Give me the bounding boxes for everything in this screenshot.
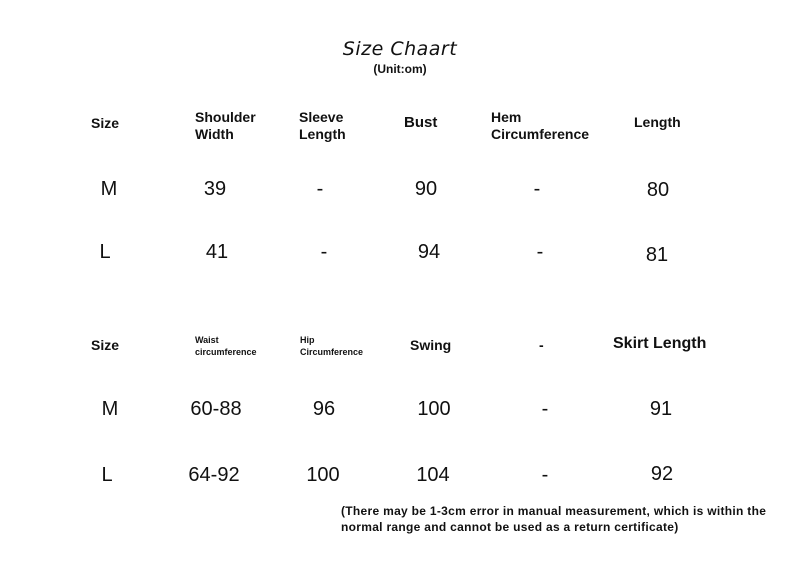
t2-header-blank: - — [539, 337, 544, 353]
t2-header-size: Size — [91, 337, 120, 353]
measurement-note: (There may be 1-3cm error in manual measurement, which is within the normal range and cannot be used as a return certificate) — [341, 504, 767, 534]
t2-header-swing: Swing — [410, 337, 452, 353]
t1-row-l-shoulder: 41 — [205, 241, 229, 263]
t2-row-l-waist: 64-92 — [188, 464, 240, 486]
t2-row-m-hip: 96 — [312, 398, 336, 420]
t1-row-l-length: 81 — [645, 244, 669, 266]
t2-row-l-skirt-length: 92 — [650, 463, 674, 485]
t2-row-m-skirt-length: 91 — [649, 398, 673, 420]
t1-row-m-hem: - — [533, 178, 541, 200]
t2-row-l-hip: 100 — [306, 464, 340, 486]
t1-row-m-bust: 90 — [414, 178, 438, 200]
t1-row-l-bust: 94 — [417, 241, 441, 263]
t2-row-l-blank: - — [541, 464, 549, 486]
unit-subtitle: (Unit:om) — [373, 62, 427, 76]
t1-header-hem-circumference: Hem Circumference — [491, 109, 590, 142]
t2-row-m-blank: - — [541, 398, 549, 420]
t1-row-l-hem: - — [536, 241, 544, 263]
t2-header-waist-circumference: Waist circumference — [195, 335, 257, 357]
t1-row-l-sleeve: - — [320, 241, 328, 263]
t1-header-size: Size — [91, 115, 120, 131]
t1-header-bust: Bust — [404, 114, 438, 131]
t1-row-l-size: L — [99, 241, 111, 263]
t1-row-m-length: 80 — [646, 179, 670, 201]
t1-row-m-sleeve: - — [316, 178, 324, 200]
t1-row-m-size: M — [100, 178, 118, 200]
chart-title: Size Chaart — [342, 38, 458, 60]
t2-header-hip-circumference: Hip Circumference — [300, 335, 364, 357]
t2-row-l-swing: 104 — [416, 464, 450, 486]
t2-row-l-size: L — [101, 464, 113, 486]
t1-header-sleeve-length: Sleeve Length — [299, 109, 346, 142]
t1-header-length: Length — [634, 114, 681, 130]
t2-header-skirt-length: Skirt Length — [613, 335, 707, 352]
t1-row-m-shoulder: 39 — [203, 178, 227, 200]
t2-row-m-waist: 60-88 — [190, 398, 242, 420]
t2-row-m-size: M — [101, 398, 119, 420]
t2-row-m-swing: 100 — [417, 398, 451, 420]
t1-header-shoulder-width: Shoulder Width — [195, 109, 256, 142]
